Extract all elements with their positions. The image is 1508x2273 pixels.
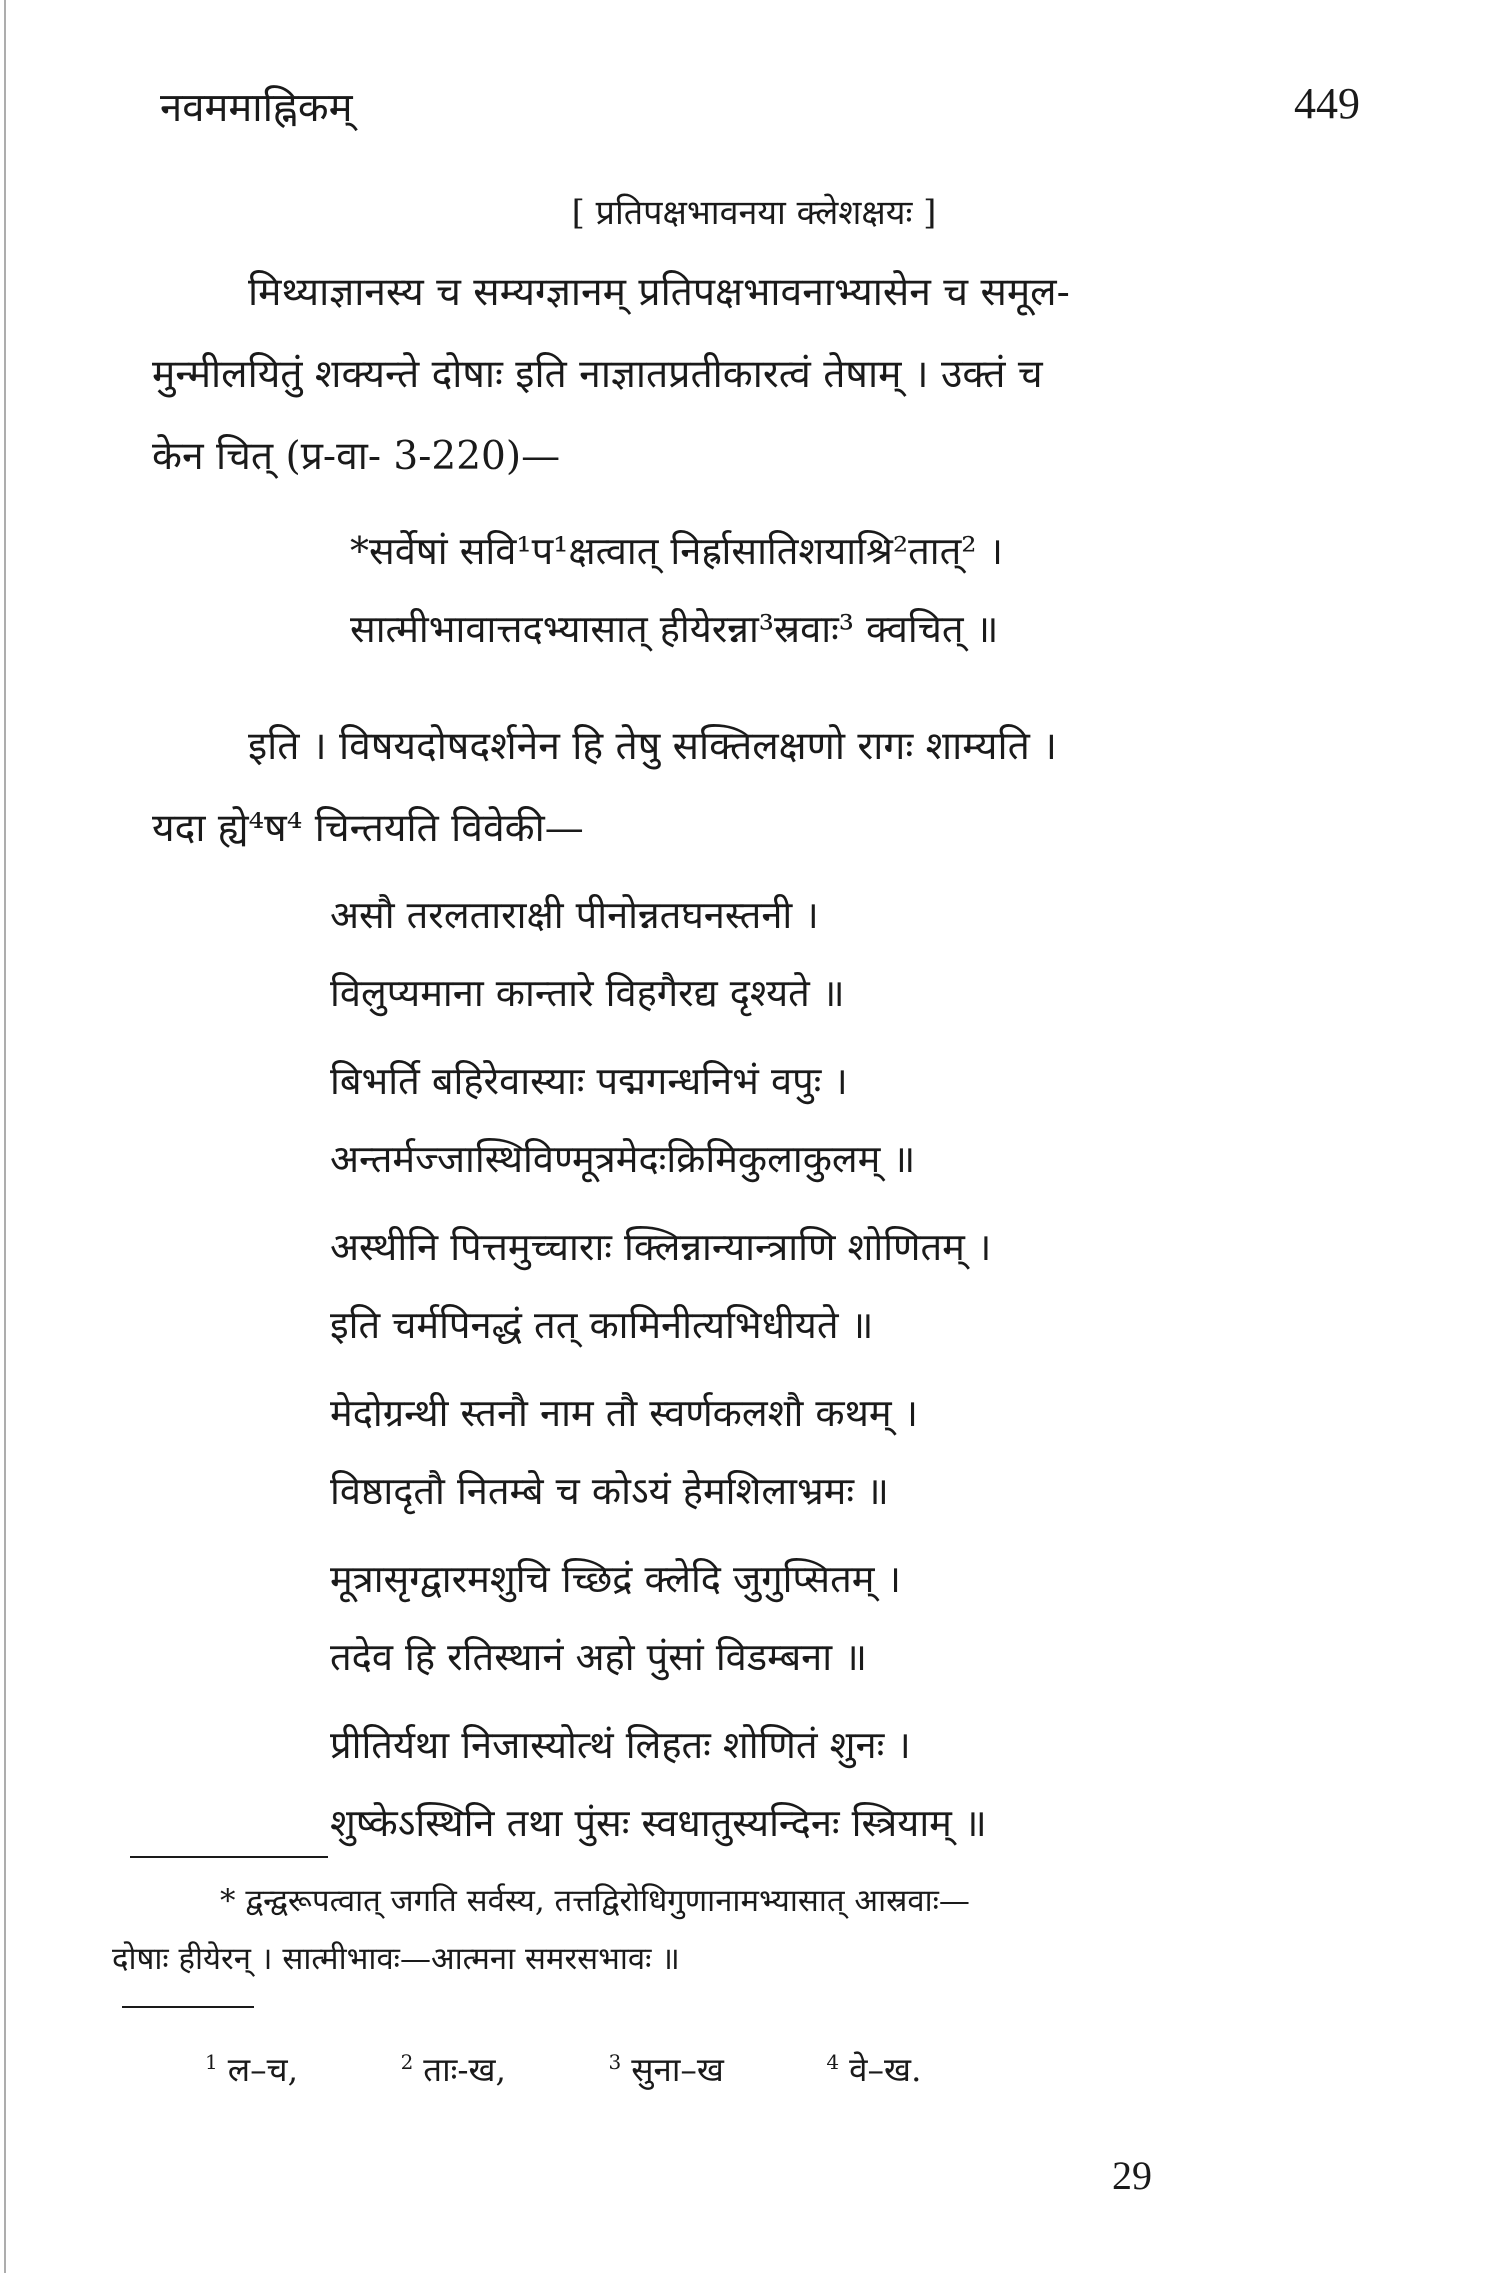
verse-line: इति चर्मपिनद्धं तत् कामिनीत्यभिधीयते ॥	[330, 1303, 874, 1347]
verse-line: मेदोग्रन्थी स्तनौ नाम तौ स्वर्णकलशौ कथम् ।	[330, 1391, 919, 1435]
verse-line: असौ तरलताराक्षी पीनोन्नतघनस्तनी ।	[330, 893, 819, 937]
verse-line: विलुप्यमाना कान्तारे विहगैरद्य दृश्यते ॥	[330, 971, 845, 1015]
footnote-rule	[130, 1856, 328, 1858]
verse-block-1	[350, 512, 1003, 668]
variant-reading: $^2$ ताः-ख,	[400, 2050, 506, 2089]
verse-line: अन्तर्मज्जास्थिविण्मूत्रमेदःक्रिमिकुलाकुलम् ॥	[330, 1137, 916, 1181]
verse-line: मूत्रासृग्द्वारमशुचि च्छिद्रं क्लेदि जुगुप्सितम् ।	[330, 1557, 901, 1601]
paragraph-2-line: यदा ह्ये⁴ष⁴ चिन्तयति विवेकी—	[152, 806, 584, 851]
variant-reading: $^3$ सुना–ख	[608, 2050, 724, 2089]
verse-line: शुष्केऽस्थिनि तथा पुंसः स्वधातुस्यन्दिनः स्त्रियाम् ॥	[330, 1801, 987, 1845]
footnote-line: दोषाः हीयेरन् । सात्मीभावः—आत्मना समरसभावः ॥	[112, 1941, 680, 1977]
paragraph-1	[152, 252, 1362, 498]
section-heading: [ प्रतिपक्षभावनया क्लेशक्षयः ]	[571, 193, 937, 233]
verse-line: बिभर्ति बहिरेवास्याः पद्मगन्धनिभं वपुः ।	[330, 1059, 848, 1103]
verse-line: सात्मीभावात्तदभ्यासात् हीयेरन्ना³स्रवाः³ क्वचित् ॥	[350, 607, 999, 651]
footnote	[112, 1872, 1362, 1988]
signature-mark: 29	[1112, 2153, 1152, 2198]
verse-line: *सर्वेषां सवि¹प¹क्षत्वात् निर्ह्रासातिशयाश्रि²तात्² ।	[350, 529, 1003, 573]
verse-block-2	[330, 876, 991, 1862]
paragraph-2-line: इति । विषयदोषदर्शनेन हि तेषु सक्तिलक्षणो रागः शाम्यति ।	[248, 724, 1058, 769]
variants-rule	[122, 2006, 254, 2008]
verse-line: अस्थीनि पित्तमुच्चाराः क्लिन्नान्यान्त्राणि शोणितम् ।	[330, 1225, 992, 1269]
paragraph-1-line: मुन्मीलयितुं शक्यन्ते दोषाः इति नाज्ञातप्रतीकारत्वं तेषाम् । उक्तं च	[152, 352, 1043, 397]
footnote-line: * द्वन्द्वरूपत्वात् जगति सर्वस्य, तत्तद्विरोधिगुणानामभ्यासात् आस्रवाः—	[220, 1883, 970, 1919]
variant-reading: $^4$ वे–ख.	[826, 2050, 922, 2089]
verse-line: प्रीतिर्यथा निजास्योत्थं लिहतः शोणितं शुनः ।	[330, 1723, 911, 1767]
verse-line: विष्ठादृतौ नितम्बे च कोऽयं हेमशिलाभ्रमः ॥	[330, 1469, 889, 1513]
verse-line: तदेव हि रतिस्थानं अहो पुंसां विडम्बना ॥	[330, 1635, 867, 1679]
running-head: नवममाह्निकम्	[160, 85, 353, 131]
variant-readings	[205, 2046, 1013, 2091]
paragraph-1-line: केन चित् (प्र-वा- 3-220)—	[152, 434, 561, 479]
page-number: 449	[1294, 79, 1360, 128]
variant-reading: $^1$ ल–च,	[205, 2050, 299, 2089]
paragraph-2	[152, 706, 1362, 870]
paragraph-1-line: मिथ्याज्ञानस्य च सम्यग्ज्ञानम् प्रतिपक्षभावनाभ्यासेन च समूल-	[248, 270, 1070, 315]
page-edge-line	[4, 0, 6, 2273]
